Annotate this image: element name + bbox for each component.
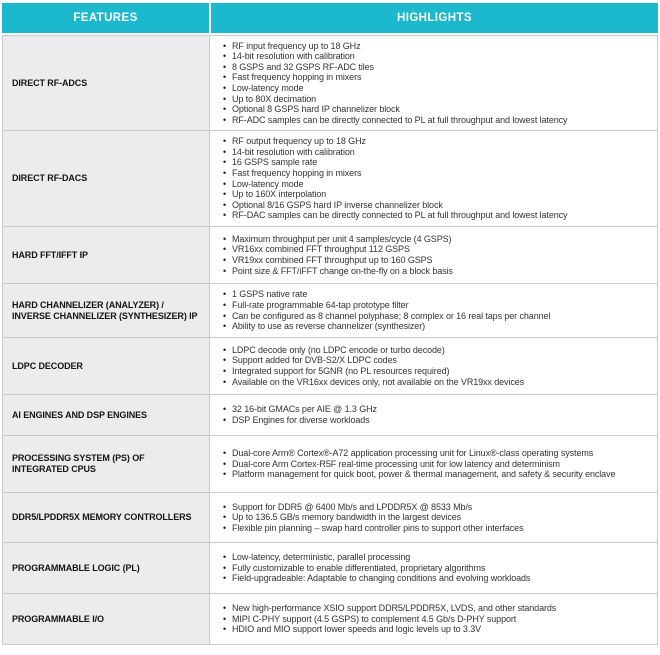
highlight-list [223, 552, 530, 584]
highlight-list [223, 289, 550, 331]
table-row [3, 283, 657, 337]
feature-label: HARD FFT/IFFT IP [3, 227, 210, 283]
feature-label: PROGRAMMABLE I/O [3, 594, 210, 644]
highlight-item: • Optional 8 GSPS hard IP channelizer block [223, 104, 567, 115]
table-row [3, 337, 657, 394]
table-row [3, 492, 657, 542]
highlight-list [223, 41, 567, 126]
highlight-item: • DSP Engines for diverse workloads [223, 415, 377, 426]
highlight-item: • VR19xx combined FFT throughput up to 160 GSPS [223, 255, 453, 266]
highlight-item: • New high-performance XSIO support DDR5/LPDDR5X, LVDS, and other standards [223, 603, 556, 614]
highlight-item: • 1 GSPS native rate [223, 289, 550, 300]
highlight-item: • RF-DAC samples can be directly connected to PL at full throughput and lowest latency [223, 210, 567, 221]
table-row [3, 542, 657, 593]
highlight-item: • Field-upgradeable: Adaptable to changing conditions and evolving workloads [223, 573, 530, 584]
highlight-list [223, 404, 377, 425]
highlight-list [223, 502, 523, 534]
table-row [3, 35, 657, 130]
highlights-cell [210, 227, 657, 283]
highlight-item: • Optional 8/16 GSPS hard IP inverse channelizer block [223, 200, 567, 211]
highlight-item: • 14-bit resolution with calibration [223, 51, 567, 62]
highlights-cell [210, 338, 657, 394]
highlight-item: • RF input frequency up to 18 GHz [223, 41, 567, 52]
highlight-item: • Low-latency, deterministic, parallel processing [223, 552, 530, 563]
highlight-list [223, 448, 615, 480]
highlight-item: • MIPI C-PHY support (4.5 GSPS) to complement 4.5 Gb/s D-PHY support [223, 614, 556, 625]
highlight-item: • Can be configured as 8 channel polyphase; 8 complex or 16 real taps per channel [223, 311, 550, 322]
highlight-item: • Ability to use as reverse channelizer (synthesizer) [223, 321, 550, 332]
highlight-item: • VR16xx combined FFT throughput 112 GSPS [223, 244, 453, 255]
highlight-item: • Low-latency mode [223, 179, 567, 190]
highlight-item: • Platform management for quick boot, power & thermal management, and safety & security enclave [223, 469, 615, 480]
feature-label: DIRECT RF-DACS [3, 131, 210, 226]
table-row [3, 394, 657, 435]
highlight-item: • Flexible pin planning – swap hard controller pins to support other interfaces [223, 523, 523, 534]
highlights-column-header [211, 3, 658, 33]
highlight-item: • Dual-core Arm Cortex-R5F real-time processing unit for low latency and determinism [223, 459, 615, 470]
highlight-item: • LDPC decode only (no LDPC encode or turbo decode) [223, 345, 524, 356]
highlight-item: • Support for DDR5 @ 6400 Mb/s and LPDDR5X @ 8533 Mb/s [223, 502, 523, 513]
feature-label: HARD CHANNELIZER (ANALYZER) / INVERSE CHANNELIZER (SYNTHESIZER) IP [3, 284, 210, 337]
highlight-list [223, 603, 556, 635]
highlights-cell [210, 436, 657, 492]
highlight-item: • Up to 160X interpolation [223, 189, 567, 200]
highlight-item: • 8 GSPS and 32 GSPS RF-ADC tiles [223, 62, 567, 73]
highlight-item: • Available on the VR16xx devices only, not available on the VR19xx devices [223, 377, 524, 388]
highlight-item: • 14-bit resolution with calibration [223, 147, 567, 158]
feature-label: PROCESSING SYSTEM (PS) OF INTEGRATED CPUS [3, 436, 210, 492]
table-header-row [2, 3, 658, 33]
highlight-list [223, 345, 524, 387]
highlights-header-label: HIGHLIGHTS [397, 12, 472, 24]
highlight-item: • RF-ADC samples can be directly connected to PL at full throughput and lowest latency [223, 115, 567, 126]
highlight-item: • Fast frequency hopping in mixers [223, 72, 567, 83]
highlight-item: • 16 GSPS sample rate [223, 157, 567, 168]
highlight-item: • Support added for DVB-S2/X LDPC codes [223, 355, 524, 366]
highlight-item: • Dual-core Arm® Cortex®-A72 application processing unit for Linux®-class operating systems [223, 448, 615, 459]
feature-label: AI ENGINES AND DSP ENGINES [3, 395, 210, 435]
highlights-cell [210, 36, 657, 130]
highlight-list [223, 234, 453, 276]
highlight-item: • Full-rate programmable 64-tap prototype filter [223, 300, 550, 311]
table-row [3, 593, 657, 644]
highlight-item: • Maximum throughput per unit 4 samples/cycle (4 GSPS) [223, 234, 453, 245]
highlights-cell [210, 493, 657, 542]
table-body [2, 35, 658, 645]
feature-label: PROGRAMMABLE LOGIC (PL) [3, 543, 210, 593]
features-highlights-table [2, 3, 658, 645]
highlights-cell [210, 594, 657, 644]
highlight-item: • Fast frequency hopping in mixers [223, 168, 567, 179]
feature-label: LDPC DECODER [3, 338, 210, 394]
feature-label: DIRECT RF-ADCS [3, 36, 210, 130]
table-row [3, 130, 657, 226]
table-row [3, 226, 657, 283]
features-header-label: FEATURES [73, 12, 138, 24]
highlights-cell [210, 131, 657, 226]
highlight-item: • Point size & FFT/iFFT change on-the-fly on a block basis [223, 266, 453, 277]
highlight-item: • RF output frequency up to 18 GHz [223, 136, 567, 147]
highlights-cell [210, 284, 657, 337]
feature-label: DDR5/LPDDR5X MEMORY CONTROLLERS [3, 493, 210, 542]
highlight-item: • Integrated support for 5GNR (no PL resources required) [223, 366, 524, 377]
highlight-item: • Up to 136.5 GB/s memory bandwidth in the largest devices [223, 512, 523, 523]
highlight-item: • HDIO and MIO support lower speeds and logic levels up to 3.3V [223, 624, 556, 635]
highlight-list [223, 136, 567, 221]
highlights-cell [210, 395, 657, 435]
features-column-header [2, 3, 209, 33]
highlight-item: • 32 16-bit GMACs per AIE @ 1.3 GHz [223, 404, 377, 415]
highlight-item: • Up to 80X decimation [223, 94, 567, 105]
table-row [3, 435, 657, 492]
highlight-item: • Fully customizable to enable differentiated, proprietary algorithms [223, 563, 530, 574]
highlight-item: • Low-latency mode [223, 83, 567, 94]
highlights-cell [210, 543, 657, 593]
